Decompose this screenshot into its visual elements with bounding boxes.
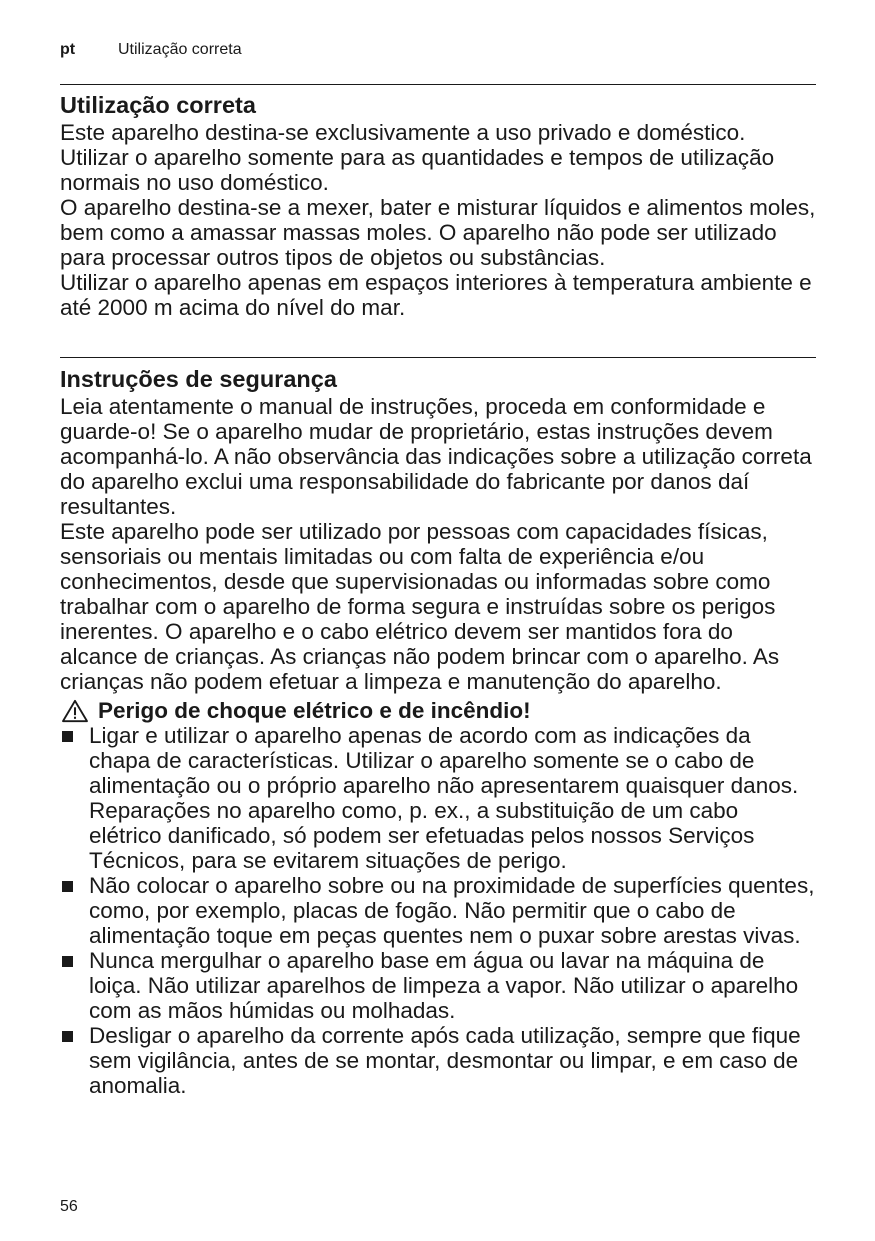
running-header: [60, 40, 242, 60]
safety-paragraph: Leia atentamente o manual de instruções, proceda em conformidade e guarde-o! Se o aparelho mudar de proprietário, estas instruções devem acompanhá-lo. A não observância das indicações sobre a utilização correta do aparelho exclui uma responsabilidade do fabricante por danos daí resultantes.: [60, 394, 812, 519]
usage-paragraph: O aparelho destina-se a mexer, bater e misturar líquidos e alimentos moles, bem como a amassar massas moles. O aparelho não pode ser utilizado para processar outros tipos de objetos ou substâncias.: [60, 195, 816, 270]
safety-title: Instruções de segurança: [60, 366, 337, 392]
list-item-text: Ligar e utilizar o aparelho apenas de acordo com as indicações da chapa de características. Utilizar o aparelho somente se o cabo de alimentação ou o próprio aparelho não apresentarem quaisquer danos. Reparações no aparelho como, p. ex., a substituição de um cabo elétrico danificado, só podem ser efetuadas pelos nossos Serviços Técnicos, para se evitarem situações de perigo.: [89, 723, 799, 873]
usage-paragraph: Este aparelho destina-se exclusivamente a uso privado e doméstico. Utilizar o aparelho somente para as quantidades e tempos de utilização normais no uso doméstico.: [60, 120, 775, 195]
document-page: [60, 0, 816, 1241]
list-item: [60, 723, 816, 873]
usage-paragraph: Utilizar o aparelho apenas em espaços interiores à temperatura ambiente e até 2000 m acima do nível do mar.: [60, 270, 812, 320]
warning-triangle-icon: [60, 699, 90, 723]
list-item-text: Não colocar o aparelho sobre ou na proximidade de superfícies quentes, como, por exemplo, placas de fogão. Não permitir que o cabo de alimentação toque em peças quentes nem o puxar sobre arestas vivas.: [89, 873, 815, 948]
safety-section: [60, 364, 816, 1098]
running-header-title: Utilização correta: [118, 41, 242, 58]
usage-section: [60, 90, 816, 320]
list-item: [60, 948, 816, 1023]
safety-paragraph: Este aparelho pode ser utilizado por pessoas com capacidades físicas, sensoriais ou mentais limitadas ou com falta de experiência e/ou conhecimentos, desde que supervisionadas ou informadas sobre como trabalhar com o aparelho de forma segura e instruídas sobre os perigos inerentes. O aparelho e o cabo elétrico devem ser mantidos fora do alcance de crianças. As crianças não podem brincar com o aparelho. As crianças não podem efetuar a limpeza e manutenção do aparelho.: [60, 519, 780, 694]
bullet-marker: [60, 948, 89, 1023]
page-number: 56: [60, 1198, 78, 1215]
warning-title: Perigo de choque elétrico e de incêndio!: [98, 698, 531, 723]
list-item: [60, 1023, 816, 1098]
section-divider: [60, 84, 816, 85]
section-divider: [60, 357, 816, 358]
bullet-marker: [60, 873, 89, 948]
bullet-marker: [60, 723, 89, 873]
usage-title: Utilização correta: [60, 92, 256, 118]
list-item-text: Desligar o aparelho da corrente após cada utilização, sempre que fique sem vigilância, antes de se montar, desmontar ou limpar, e em caso de anomalia.: [89, 1023, 801, 1098]
language-code: pt: [60, 41, 76, 58]
warning-heading: [60, 698, 816, 723]
bullet-marker: [60, 1023, 89, 1098]
list-item-text: Nunca mergulhar o aparelho base em água ou lavar na máquina de loiça. Não utilizar aparelhos de limpeza a vapor. Não utilizar o aparelho com as mãos húmidas ou molhadas.: [89, 948, 799, 1023]
warning-list: [60, 723, 816, 1098]
list-item: [60, 873, 816, 948]
